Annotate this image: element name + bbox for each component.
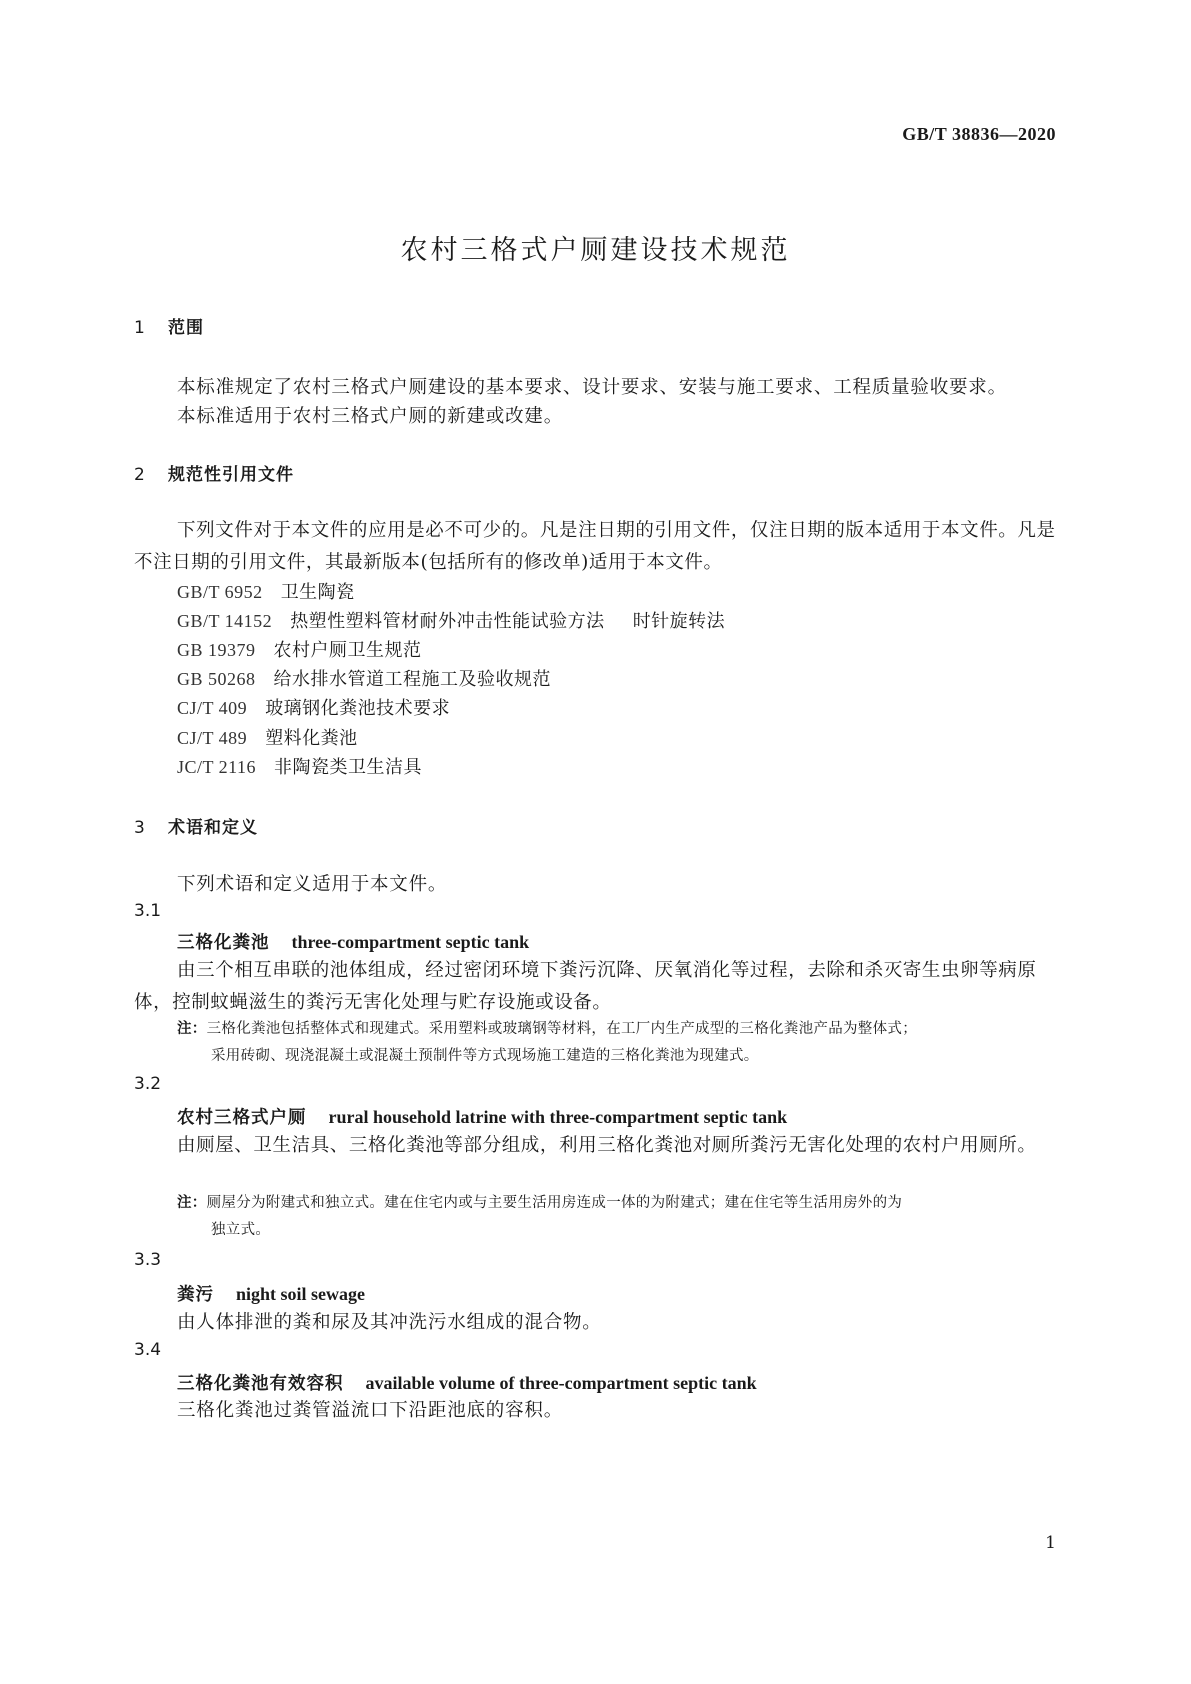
term-en: rural household latrine with three-compartment septic tank — [328, 1107, 788, 1127]
reference-item — [177, 694, 450, 720]
reference-name-part: 时针旋转法 — [632, 611, 726, 632]
reference-name: 热塑性塑料管材耐外冲击性能试验方法 — [290, 611, 605, 632]
term-zh: 三格化粪池 — [177, 933, 270, 953]
scope-paragraph-2: 本标准适用于农村三格式户厕的新建或改建。 — [177, 406, 564, 427]
section-title: 规范性引用文件 — [168, 465, 294, 485]
section-2-heading — [134, 460, 294, 485]
standard-code: GB/T 38836—2020 — [902, 124, 1056, 144]
note-text: 采用砖砌、现浇混凝土或混凝土预制件等方式现场施工建造的三格化粪池为现建式。 — [211, 1048, 759, 1064]
term-number: 3.2 — [134, 1074, 162, 1094]
reference-item — [177, 724, 358, 750]
term-heading — [177, 929, 529, 954]
term-definition: 由人体排泄的粪和尿及其冲洗污水组成的混合物。 — [177, 1312, 602, 1333]
term-en: three-compartment septic tank — [291, 932, 530, 952]
term-zh: 三格化粪池有效容积 — [177, 1374, 344, 1394]
reference-name: 塑料化粪池 — [265, 728, 358, 749]
term-zh: 农村三格式户厕 — [177, 1108, 307, 1128]
reference-item — [177, 753, 422, 779]
page-number: 1 — [1045, 1533, 1056, 1553]
section-3-heading — [134, 813, 258, 838]
note-text: 独立式。 — [211, 1222, 271, 1238]
term-definition: 由三个相互串联的池体组成，经过密闭环境下粪污沉降、厌氧消化等过程，去除和杀灭寄生虫卵等病原体，控制蚊蝇滋生的粪污无害化处理与贮存设施或设备。 — [134, 960, 1037, 1013]
term-number: 3.3 — [134, 1250, 162, 1270]
term-heading — [177, 1370, 757, 1395]
section-number: 2 — [134, 465, 145, 485]
reference-code: JC/T 2116 — [177, 757, 257, 777]
reference-code: GB/T 14152 — [177, 611, 273, 631]
note-text: 三格化粪池包括整体式和现建式。采用塑料或玻璃钢等材料，在工厂内生产成型的三格化粪池产品为整体式； — [206, 1021, 918, 1037]
section-number: 3 — [134, 818, 145, 838]
reference-name: 给水排水管道工程施工及验收规范 — [273, 669, 552, 690]
term-number: 3.1 — [134, 901, 162, 921]
page-title: 农村三格式户厕建设技术规范 — [400, 235, 791, 266]
term-number: 3.4 — [134, 1340, 162, 1360]
reference-item — [177, 665, 551, 691]
note-label: 注： — [177, 1195, 207, 1211]
term-definition: 由厕屋、卫生洁具、三格化粪池等部分组成，利用三格化粪池对厕所粪污无害化处理的农村户用厕所。 — [177, 1135, 1037, 1156]
reference-name: 玻璃钢化粪池技术要求 — [265, 698, 451, 719]
section-1-heading — [134, 313, 204, 338]
reference-name: 农村户厕卫生规范 — [273, 640, 422, 661]
section-title: 术语和定义 — [168, 818, 258, 838]
reference-item — [177, 578, 355, 604]
term-en: available volume of three-compartment septic tank — [365, 1373, 757, 1393]
scope-paragraph-1: 本标准规定了农村三格式户厕建设的基本要求、设计要求、安装与施工要求、工程质量验收要求。 — [177, 377, 1007, 398]
reference-item — [177, 607, 725, 633]
reference-item — [177, 636, 422, 662]
term-note — [177, 1016, 1057, 1070]
reference-code: CJ/T 489 — [177, 728, 248, 748]
terms-intro: 下列术语和定义适用于本文件。 — [177, 874, 448, 895]
term-en: night soil sewage — [236, 1284, 366, 1304]
reference-name: 非陶瓷类卫生洁具 — [274, 757, 423, 778]
references-intro: 下列文件对于本文件的应用是必不可少的。凡是注日期的引用文件，仅注日期的版本适用于本文件。凡是不注日期的引用文件，其最新版本(包括所有的修改单)适用于本文件。 — [134, 520, 1056, 573]
term-note — [177, 1190, 1057, 1244]
term-heading — [177, 1281, 365, 1306]
reference-name: 卫生陶瓷 — [280, 582, 355, 603]
section-title: 范围 — [168, 318, 204, 338]
note-label: 注： — [177, 1021, 207, 1037]
section-number: 1 — [134, 318, 145, 338]
term-definition: 三格化粪池过粪管溢流口下沿距池底的容积。 — [177, 1400, 564, 1421]
reference-code: GB 19379 — [177, 640, 256, 660]
term-zh: 粪污 — [177, 1285, 214, 1305]
note-text: 厕屋分为附建式和独立式。建在住宅内或与主要生活用房连成一体的为附建式；建在住宅等生活用房外的为 — [206, 1195, 903, 1211]
reference-code: CJ/T 409 — [177, 698, 248, 718]
term-heading — [177, 1104, 787, 1129]
reference-code: GB 50268 — [177, 669, 256, 689]
reference-code: GB/T 6952 — [177, 582, 263, 602]
